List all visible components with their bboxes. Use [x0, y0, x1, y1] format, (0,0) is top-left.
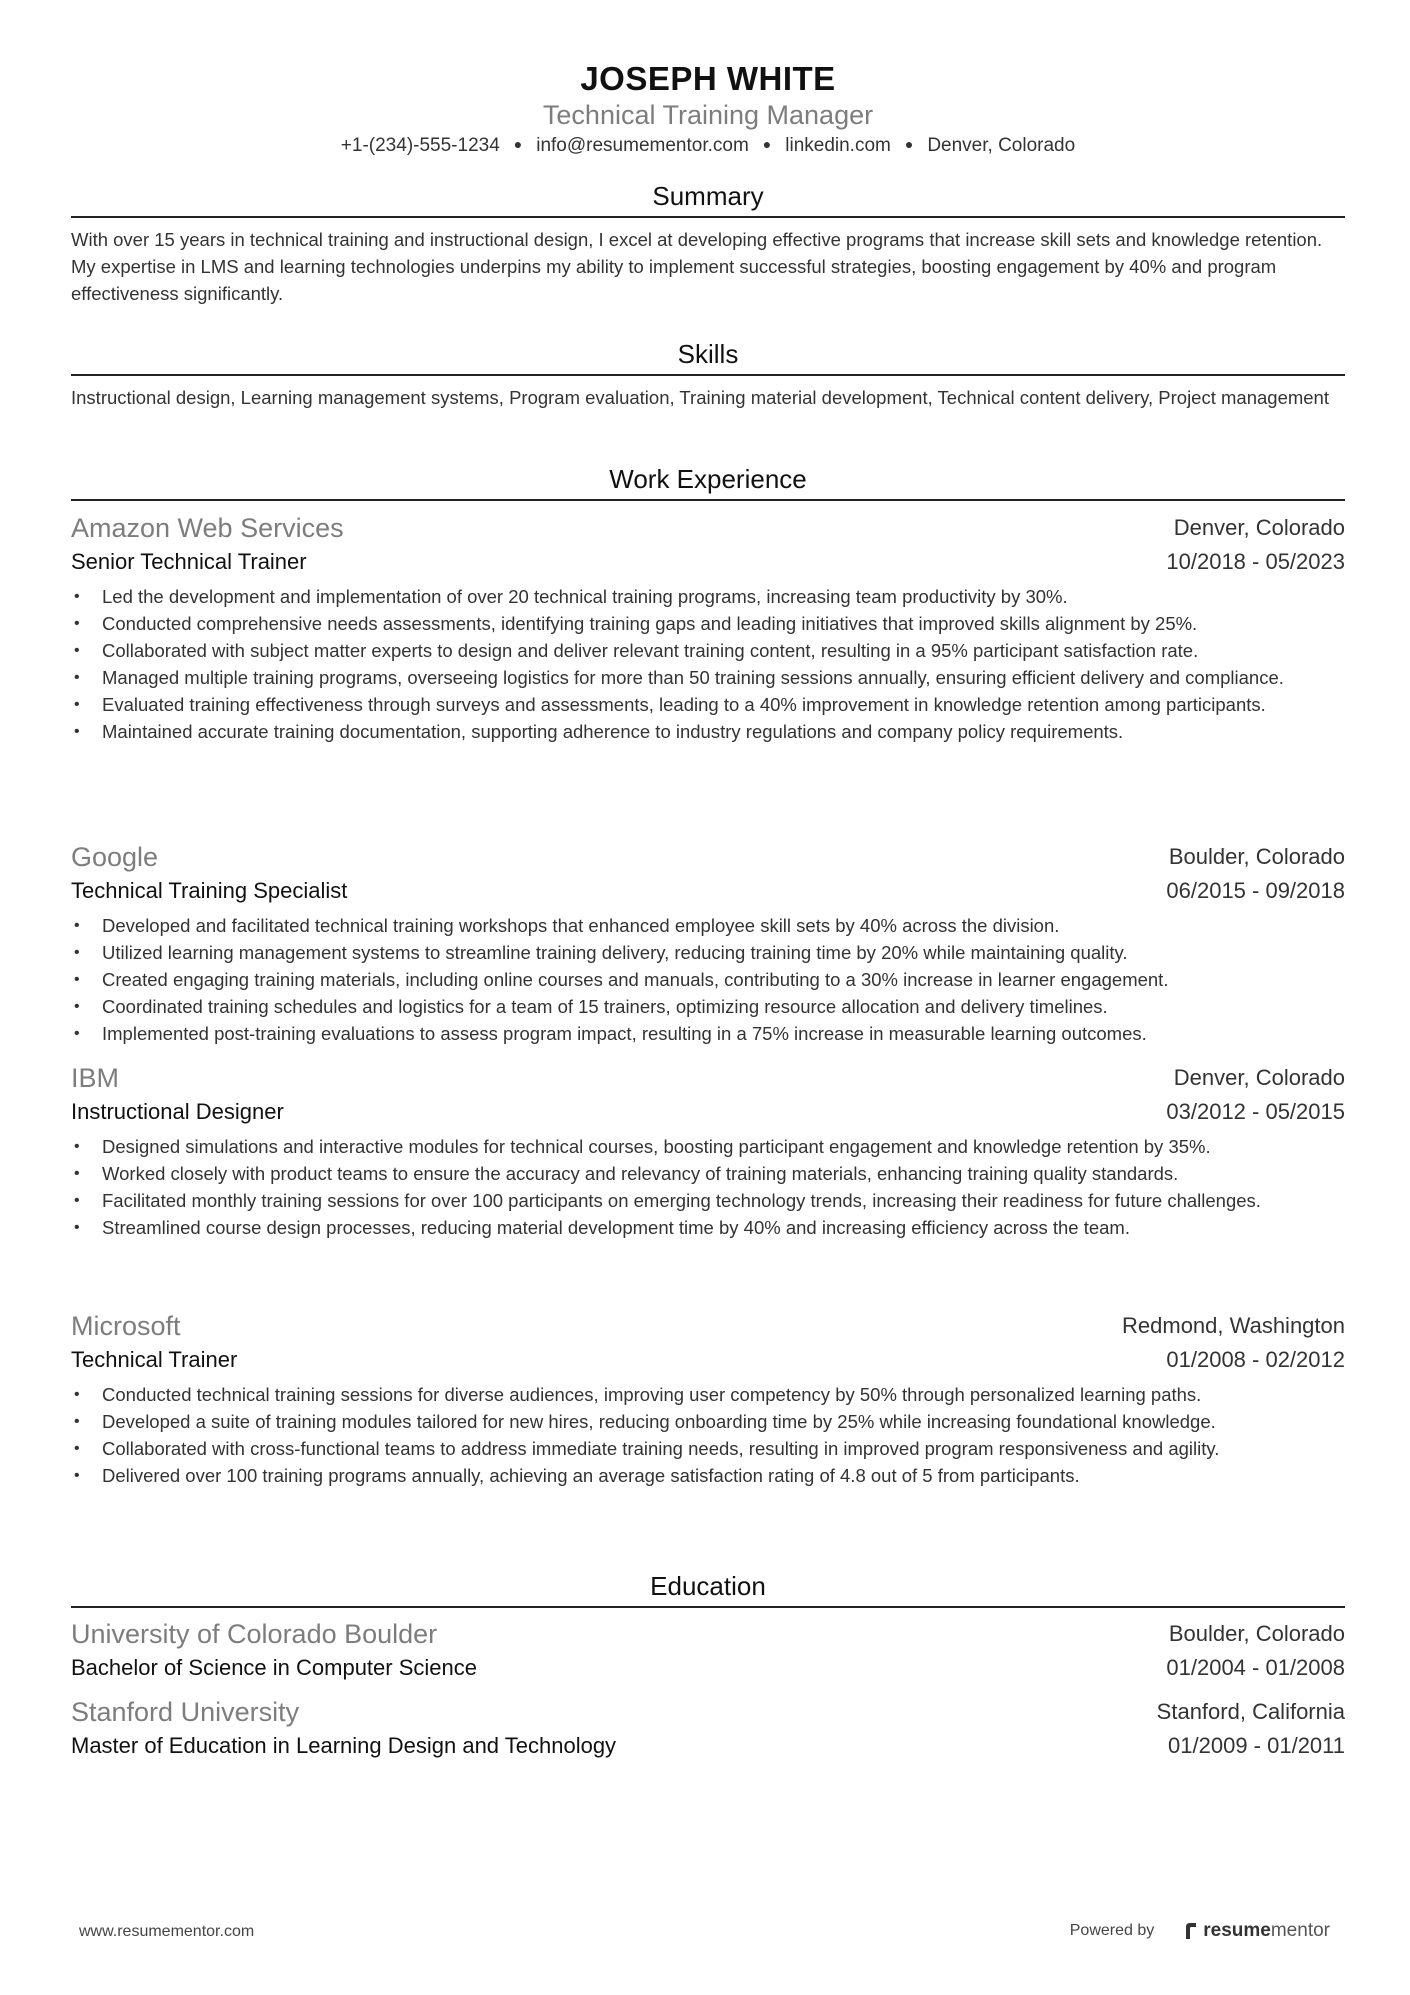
contact-email: info@resumementor.com [536, 135, 749, 156]
job-location: Denver, Colorado [1173, 515, 1345, 540]
section-divider [71, 1606, 1345, 1608]
job-entry [71, 840, 1345, 1047]
bullet-item: • Utilized learning management systems to streamline training delivery, reducing training time by 20% while maintaining quality. [74, 942, 1128, 963]
candidate-name: JOSEPH WHITE [580, 60, 836, 97]
bullet-item: • Developed and facilitated technical training workshops that enhanced employee skill sets by 40% across the division. [74, 915, 1060, 936]
bullet-item: • Maintained accurate training documentation, supporting adherence to industry regulations and company policy requirements. [74, 721, 1124, 742]
separator-dot: ● [513, 136, 523, 152]
job-role: Instructional Designer [71, 1099, 284, 1124]
job-location: Boulder, Colorado [1168, 844, 1345, 869]
job-location: Redmond, Washington [1122, 1313, 1345, 1338]
job-company: Google [71, 842, 159, 872]
separator-dot: ● [904, 136, 914, 152]
bullet-item: • Evaluated training effectiveness through surveys and assessments, leading to a 40% improvement in knowledge retention among participants. [74, 694, 1266, 715]
job-bullets [71, 1133, 1345, 1241]
job-role: Technical Trainer [71, 1347, 238, 1372]
bullet-item: • Collaborated with cross-functional teams to address immediate training needs, resulting in improved program responsiveness and agility. [74, 1438, 1220, 1459]
candidate-title: Technical Training Manager [542, 100, 874, 130]
bullet-item: • Conducted comprehensive needs assessments, identifying training gaps and leading initiatives that improved skills alignment by 25%. [74, 613, 1198, 634]
bullet-item: • Collaborated with subject matter experts to design and deliver relevant training content, resulting in a 95% participant satisfaction rate. [74, 640, 1199, 661]
degree: Master of Education in Learning Design and Technology [71, 1733, 617, 1758]
job-dates: 06/2015 - 09/2018 [1166, 878, 1345, 903]
job-entry [71, 511, 1345, 745]
section-divider [71, 374, 1345, 376]
skills-section [71, 336, 1345, 410]
bullet-item: • Designed simulations and interactive modules for technical courses, boosting participant engagement and knowledge retention by 35%. [74, 1136, 1211, 1157]
school-name: University of Colorado Boulder [71, 1619, 438, 1649]
resumementor-logo-icon [1184, 1922, 1198, 1940]
bullet-item: • Managed multiple training programs, overseeing logistics for more than 50 training sessions annually, ensuring efficient delivery and compliance. [74, 667, 1284, 688]
powered-by-label: Powered by [1069, 1922, 1155, 1939]
contact-linkedin: linkedin.com [785, 135, 891, 156]
job-dates: 10/2018 - 05/2023 [1166, 549, 1345, 574]
summary-heading: Summary [652, 181, 764, 211]
job-company: Microsoft [71, 1311, 181, 1341]
job-dates: 03/2012 - 05/2015 [1166, 1099, 1345, 1124]
footer-powered [1070, 1920, 1330, 1942]
school-location: Boulder, Colorado [1168, 1621, 1345, 1646]
job-role: Senior Technical Trainer [71, 549, 307, 574]
job-entry [71, 1061, 1345, 1241]
bullet-item: • Developed a suite of training modules tailored for new hires, reducing onboarding time by 25% while increasing foundational knowledge. [74, 1411, 1216, 1432]
contact-phone: +1-(234)-555-1234 [340, 135, 500, 156]
bullet-item: • Conducted technical training sessions for diverse audiences, improving user competency by 50% through personalized learning paths. [74, 1384, 1202, 1405]
contact-location: Denver, Colorado [927, 135, 1076, 156]
bullet-item: • Delivered over 100 training programs annually, achieving an average satisfaction rating of 4.8 out of 5 from participants. [74, 1465, 1080, 1486]
experience-section-header [71, 461, 1345, 501]
skills-text: Instructional design, Learning management systems, Program evaluation, Training material development, Technical content delivery, Project management [71, 387, 1329, 408]
degree: Bachelor of Science in Computer Science [71, 1655, 477, 1680]
job-entry [71, 1309, 1345, 1489]
job-bullets [71, 1381, 1345, 1489]
summary-section [71, 178, 1345, 307]
footer-website: www.resumementor.com [79, 1923, 255, 1940]
education-dates: 01/2009 - 01/2011 [1168, 1733, 1345, 1758]
job-company: IBM [71, 1063, 120, 1093]
section-divider [71, 499, 1345, 501]
job-dates: 01/2008 - 02/2012 [1166, 1347, 1345, 1372]
bullet-item: • Coordinated training schedules and logistics for a team of 15 trainers, optimizing resource allocation and delivery timelines. [74, 996, 1108, 1017]
bullet-item: • Facilitated monthly training sessions for over 100 participants on emerging technology trends, increasing their readiness for future challenges. [74, 1190, 1261, 1211]
bullet-item: • Implemented post-training evaluations to assess program impact, resulting in a 75% increase in measurable learning outcomes. [74, 1023, 1147, 1044]
education-dates: 01/2004 - 01/2008 [1166, 1655, 1345, 1680]
education-heading: Education [650, 1571, 766, 1601]
contact-line [71, 135, 1345, 157]
school-location: Stanford, California [1156, 1699, 1345, 1724]
summary-text: With over 15 years in technical training and instructional design, I excel at developing effective programs that increase skill sets and knowledge retention. My expertise in LMS and learning technologies underpins my ability to implement successful strategies, boosting engagement by 40% and program effectiveness significantly. [71, 229, 1323, 304]
job-company: Amazon Web Services [71, 513, 344, 543]
job-bullets [71, 912, 1345, 1047]
education-entry [71, 1617, 1345, 1685]
job-location: Denver, Colorado [1173, 1065, 1345, 1090]
section-divider [71, 216, 1345, 218]
brand-name: resumementor [1203, 1920, 1330, 1941]
education-entry [71, 1695, 1345, 1763]
job-bullets [71, 583, 1345, 745]
bullet-item: • Created engaging training materials, including online courses and manuals, contributing to a 30% increase in learner engagement. [74, 969, 1169, 990]
separator-dot: ● [762, 136, 772, 152]
education-section [71, 1568, 1345, 1608]
job-role: Technical Training Specialist [71, 878, 348, 903]
school-name: Stanford University [71, 1697, 300, 1727]
bullet-item: • Led the development and implementation of over 20 technical training programs, increasing team productivity by 30%. [74, 586, 1068, 607]
bullet-item: • Streamlined course design processes, reducing material development time by 40% and increasing efficiency across the team. [74, 1217, 1130, 1238]
experience-heading: Work Experience [609, 464, 807, 494]
skills-heading: Skills [677, 339, 739, 369]
bullet-item: • Worked closely with product teams to ensure the accuracy and relevancy of training materials, enhancing training quality standards. [74, 1163, 1179, 1184]
